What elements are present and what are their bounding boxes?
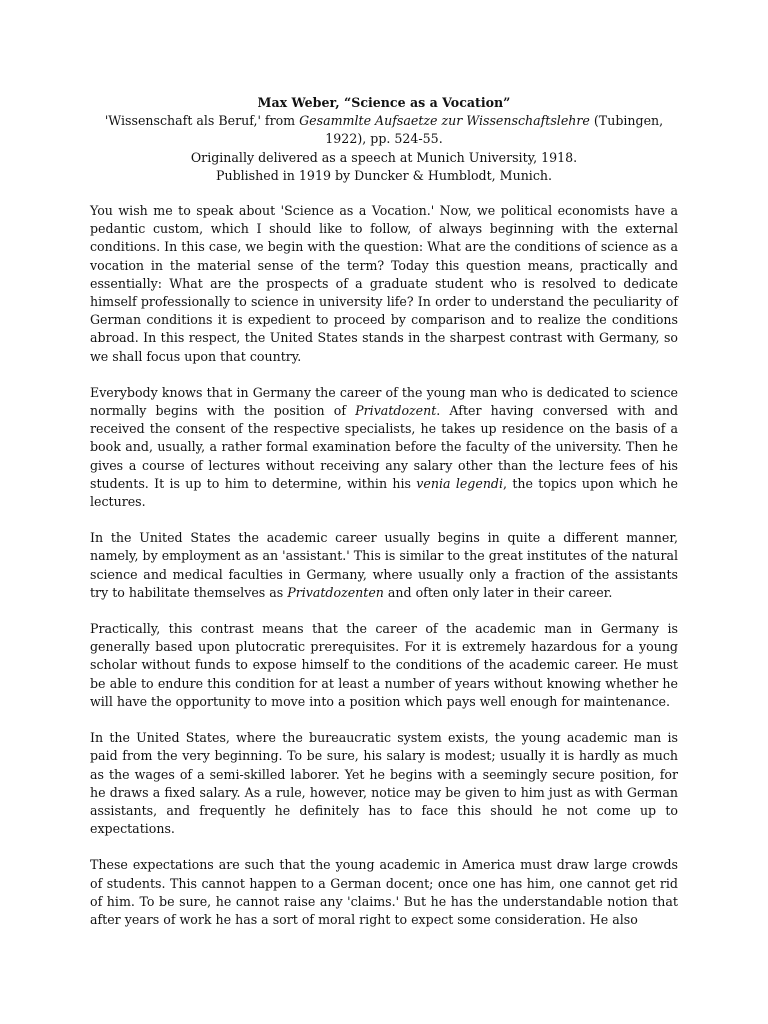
paragraph-3 — [90, 529, 678, 602]
source-citation — [90, 112, 678, 148]
term-privatdozent: Privatdozent — [355, 403, 437, 419]
paragraph-6: These expectations are such that the young academic in America must draw large crowds of students. This cannot happen to a German docent; once one has him, one cannot get rid of him. To be sure, he cannot raise any 'claims.' But he has the understandable notion that after years of work he has a sort of moral right to expect some consideration. He also — [90, 857, 678, 927]
paragraph-2-text-e: , the topics upon which he lectures. — [90, 475, 678, 510]
paragraph-3-text-a: In the United States the academic career usually begins in quite a different manner, namely, by employment as an 'assistant.' This is similar to the great institutes of the natural science and medical faculties in Germany, where usually only a fraction of the assistants try to habilitate themselves as — [90, 530, 678, 600]
source-citation-prefix: 'Wissenschaft als Beruf,' from — [104, 113, 300, 129]
paragraph-2 — [90, 384, 678, 511]
document-header — [90, 94, 678, 185]
paragraph-4: Practically, this contrast means that the career of the academic man in Germany is generally based upon plutocratic prerequisites. For it is extremely hazardous for a young scholar without funds to expose himself to the conditions of the academic career. He must be able to endure this condition for at least a number of years without knowing whether he will have the opportunity to move into a position which pays well enough for maintenance. — [90, 621, 678, 709]
term-venia-legendi: venia legendi — [416, 475, 504, 491]
source-citation-book: Gesammlte Aufsaetze zur Wissenschaftslehre — [299, 113, 590, 129]
term-privatdozenten: Privatdozenten — [287, 584, 384, 600]
paragraph-2-text-c: . After having conversed with and received the consent of the respective specialists, he takes up residence on the basis of a book and, usually, a rather formal examination before the faculty of the university. Then he gives a course of lectures without receiving any salary other than the lecture fees of his students. It is up to him to determine, within his — [90, 403, 678, 491]
published-note: Published in 1919 by Duncker & Humblodt, Munich. — [215, 167, 552, 183]
document-title: Max Weber, “Science as a Vocation” — [257, 95, 511, 110]
paragraph-2-text-a: Everybody knows that in Germany the career of the young man who is dedicated to science normally begins with the position of — [90, 384, 678, 419]
paragraph-5: In the United States, where the bureaucratic system exists, the young academic man is paid from the very beginning. To be sure, his salary is modest; usually it is hardly as much as the wages of a semi-skilled laborer. Yet he begins with a seemingly secure position, for he draws a fixed salary. As a rule, however, notice may be given to him just as with German assistants, and frequently he definitely has to face this should he not come up to expectations. — [90, 730, 678, 837]
source-citation-suffix: (Tubingen, 1922), pp. 524-55. — [325, 113, 664, 147]
delivered-note: Originally delivered as a speech at Munich University, 1918. — [190, 149, 578, 165]
paragraph-3-text-c: and often only later in their career. — [383, 584, 613, 600]
paragraph-1: You wish me to speak about 'Science as a Vocation.' Now, we political economists have a pedantic custom, which I should like to follow, of always beginning with the external conditions. In this case, we begin with the question: What are the conditions of science as a vocation in the material sense of the term? Today this question means, practically and essentially: What are the prospects of a graduate student who is resolved to dedicate himself professionally to science in university life? In order to understand the peculiarity of German conditions it is expedient to proceed by comparison and to realize the conditions abroad. In this respect, the United States stands in the sharpest contrast with Germany, so we shall focus upon that country. — [90, 203, 678, 364]
document-page — [90, 94, 678, 947]
